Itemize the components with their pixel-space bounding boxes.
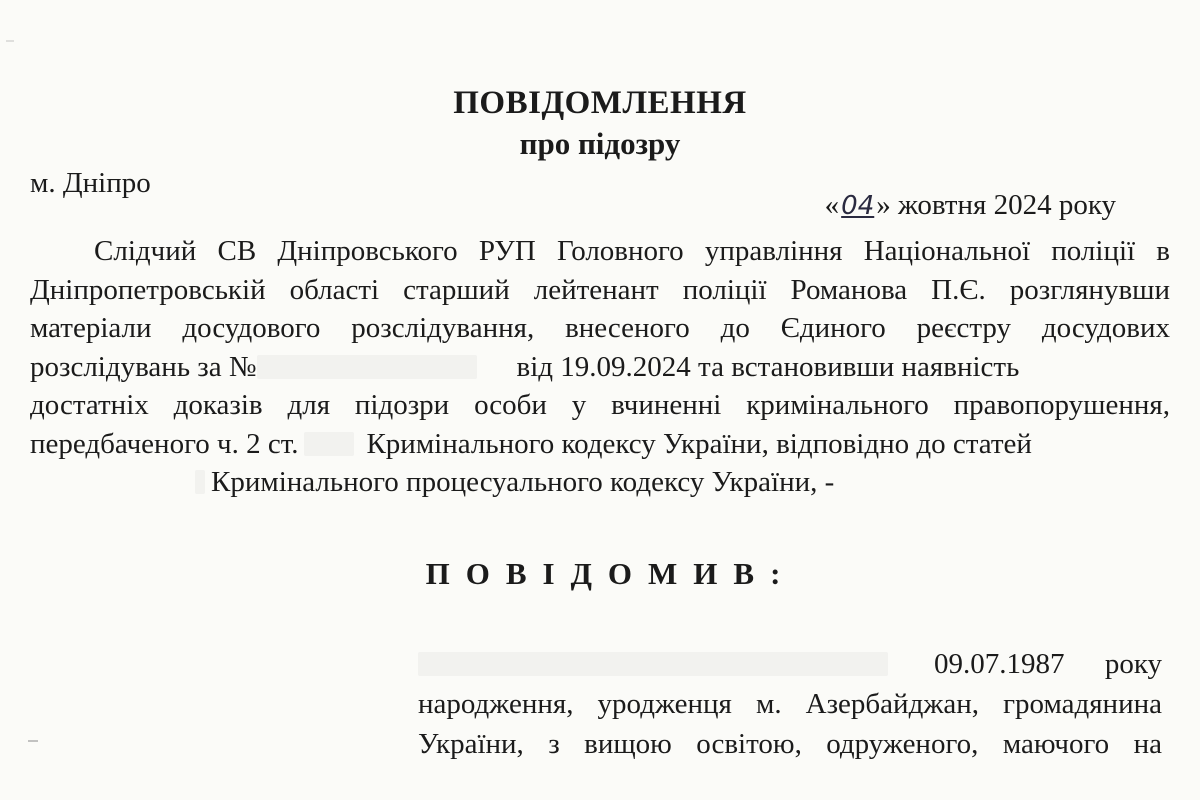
redacted-registry-number — [257, 355, 477, 379]
suspect-line-1 — [418, 644, 1162, 684]
body-line-5: достатніх доказів для підозри особи у вчиненні кримінального правопорушення, — [30, 389, 1170, 421]
scan-speck — [28, 740, 38, 742]
procedural-code-text: Кримінального процесуального кодексу України, - — [211, 466, 835, 498]
body-line-7 — [30, 463, 1170, 502]
document-subtitle: про підозру — [519, 126, 681, 161]
date-open-quote: « — [824, 189, 840, 221]
suspect-line-2: народження, уродженця м. Азербайджан, громадянина — [418, 688, 1162, 720]
redacted-suspect-name — [418, 652, 888, 676]
redacted-articles-list — [195, 470, 205, 494]
article-prefix: передбаченого ч. 2 ст. — [30, 427, 299, 460]
registry-date-text: від 19.09.2024 та встановивши наявність — [516, 350, 1020, 383]
body-line-1: Слідчий СВ Дніпровського РУП Головного управління Національної поліції в — [94, 235, 1170, 267]
body-line-4 — [30, 348, 1170, 387]
suspect-birth-suffix: року — [1104, 648, 1162, 680]
date-rest: жовтня 2024 року — [898, 189, 1116, 221]
body-line-2: Дніпропетровській області старший лейтенант поліції Романова П.Є. розглянувши — [30, 273, 1170, 306]
article-suffix: Кримінального кодексу України, відповідно до статей — [366, 427, 1032, 460]
suspect-line-3: України, з вищою освітою, одруженого, маючого на — [418, 728, 1162, 760]
date-line — [825, 188, 1116, 223]
date-day-handwritten: 04 — [841, 191, 875, 221]
date-close-quote: » — [876, 189, 891, 221]
body-line-3: матеріали досудового розслідування, внесеного до Єдиного реєстру досудових — [30, 312, 1170, 344]
body-paragraph — [30, 232, 1170, 502]
document-title: ПОВІДОМЛЕННЯ — [453, 85, 747, 121]
suspect-details — [418, 644, 1162, 764]
city-line: м. Дніпро — [30, 167, 151, 199]
scan-speck — [6, 40, 14, 42]
suspect-birth-date: 09.07.1987 — [934, 648, 1065, 680]
registry-number-prefix: розслідувань за № — [30, 350, 257, 383]
redacted-article-number — [304, 432, 354, 456]
section-title-notified: ПОВІДОМИВ: — [425, 556, 797, 591]
body-line-6 — [30, 425, 1170, 464]
